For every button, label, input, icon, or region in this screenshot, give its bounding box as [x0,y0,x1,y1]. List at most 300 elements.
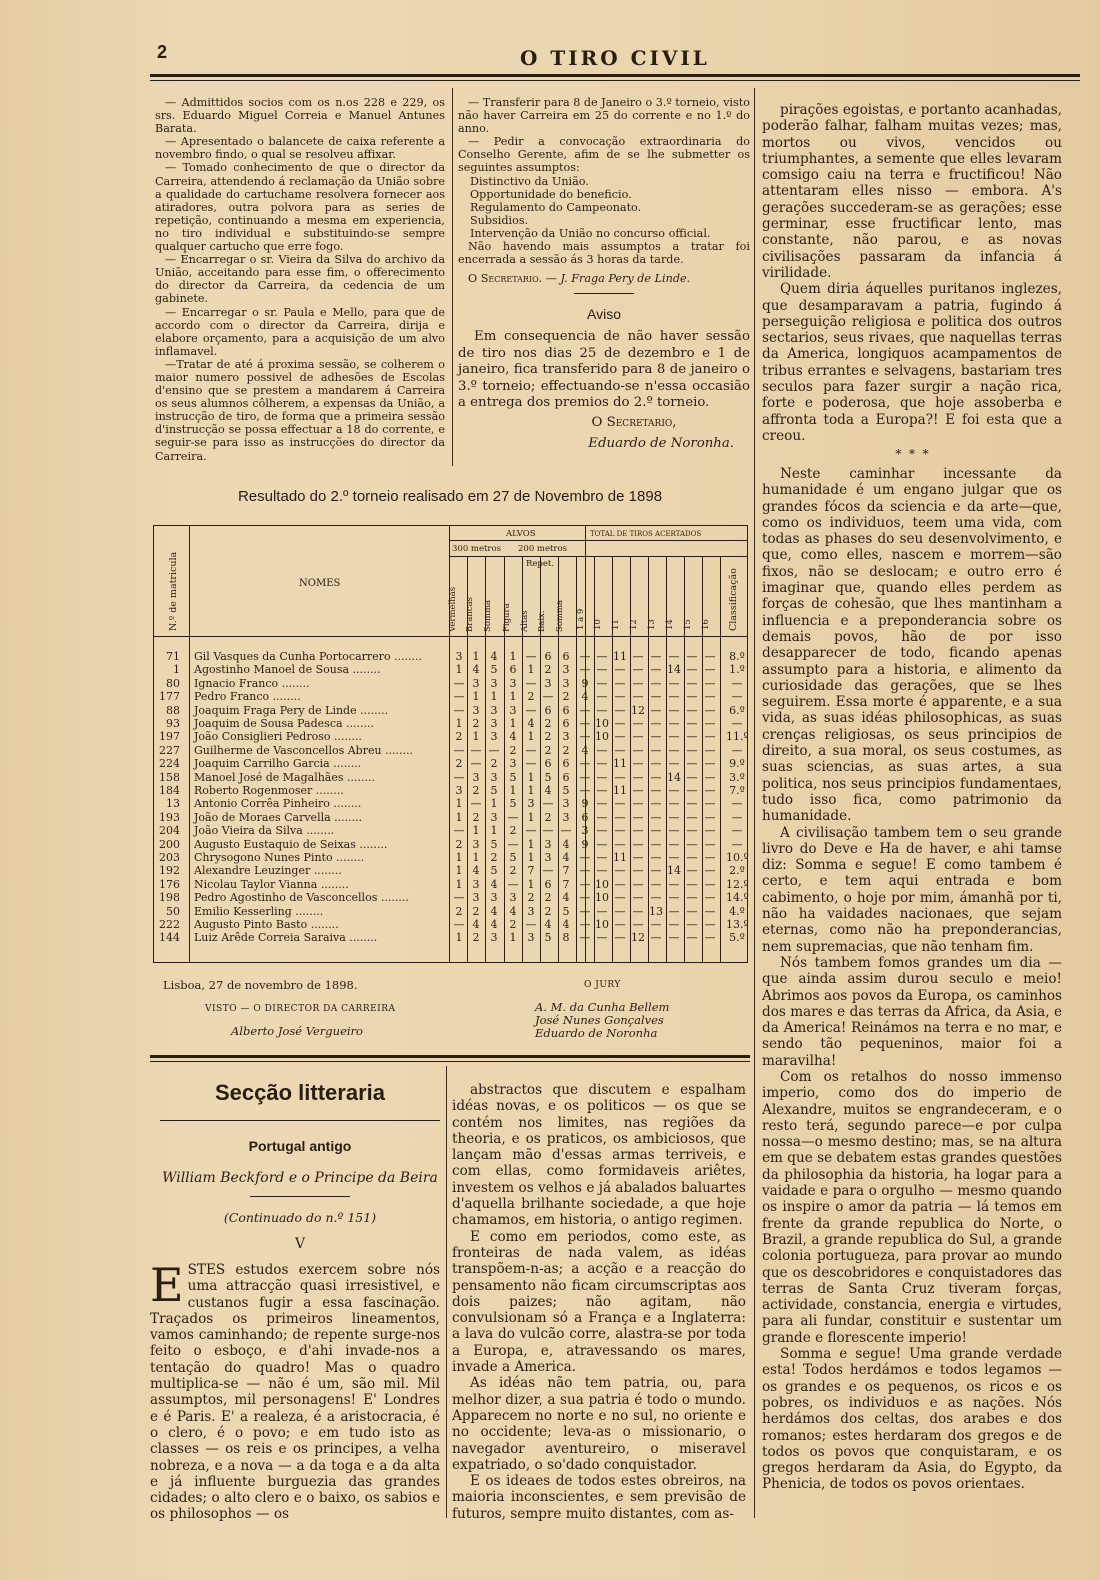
classification-cell: 6.º [729,703,745,717]
score-cell: 4 [527,717,535,730]
score-cell: 2 [544,663,552,677]
matricula-number: 13 [166,797,180,811]
classification-cell: — [731,743,743,757]
score-cell: — [686,743,698,757]
table-row [154,931,749,944]
score-cell: 10 [595,717,609,730]
score-cell: — [668,877,680,891]
score-cell: — [704,676,716,690]
score-cell: 11 [613,650,627,663]
score-cell: 1 [527,730,535,744]
score-cell: — [704,904,716,918]
header-total-col: 12 [629,619,639,630]
classification-cell: 14.º [726,891,749,905]
classification-cell: — [731,717,743,730]
closing-text: Não havendo mais assumptos a tratar foi encerrada a sessão ás 3 horas da tarde. [458,240,750,267]
score-cell: — [525,650,537,663]
drop-cap: E [150,1258,184,1312]
score-cell: — [650,717,662,730]
score-cell: — [579,650,591,663]
score-cell: 2 [455,730,463,744]
score-cell: — [614,690,626,704]
score-cell: — [686,904,698,918]
score-cell: — [614,797,626,811]
header-total-col: 1 a 9 [576,608,586,630]
score-cell: — [596,784,608,797]
score-cell: — [650,757,662,771]
score-cell: — [596,703,608,717]
score-cell: — [668,891,680,905]
score-cell: 2 [509,918,517,931]
participant-name: Augusto Pinto Basto ........ [194,918,339,931]
score-cell: — [668,717,680,730]
score-cell: 6 [562,757,570,771]
score-cell: — [668,904,680,918]
score-cell: — [596,851,608,864]
header-repet: Repet. [526,559,555,569]
page-number: 2 [157,42,168,62]
header-col: Altas [520,610,530,632]
score-cell: — [686,864,698,878]
score-cell: — [686,810,698,824]
score-cell: 6 [562,650,570,663]
score-cell: 1 [455,717,463,730]
score-cell: 3 [544,837,552,851]
score-cell: — [686,824,698,838]
score-cell: — [668,851,680,864]
header-200: 200 metros [518,544,567,554]
score-cell: — [614,824,626,838]
score-cell: 7 [562,877,570,891]
table-row [154,891,749,904]
score-cell: — [704,730,716,744]
score-cell: 1 [472,690,480,704]
score-cell: — [668,730,680,744]
matricula-number: 158 [159,770,180,784]
score-cell: 1 [527,837,535,851]
score-cell: — [686,784,698,797]
header-col: Figura [502,603,512,632]
score-cell: 3 [490,717,498,730]
top-rule [150,74,1080,77]
score-cell: 1 [509,931,517,945]
agenda-item: Intervenção da União no concurso official. [470,226,711,240]
score-cell: 10 [595,891,609,905]
score-cell: 3 [472,770,480,784]
score-cell: 2 [509,743,517,757]
score-cell: 2 [544,730,552,744]
score-cell: — [704,784,716,797]
score-cell: — [614,904,626,918]
score-cell: — [453,770,465,784]
article-title: Portugal antigo [248,1138,352,1154]
score-cell: — [579,904,591,918]
matricula-number: 222 [159,918,180,931]
top-rule-thin [150,80,1080,81]
score-cell: — [686,676,698,690]
score-cell: — [596,810,608,824]
aviso-sig-label: O Secretario, [591,415,677,431]
score-cell: — [579,891,591,905]
score-cell: — [579,770,591,784]
score-cell: — [596,824,608,838]
jury-member: A. M. da Cunha Bellem [535,1000,670,1014]
score-cell: 10 [595,730,609,744]
matricula-number: 193 [159,810,180,824]
agenda-item: Subsidios. [470,213,529,227]
score-cell: — [614,770,626,784]
score-cell: — [632,690,644,704]
section-rule-thin [150,1061,750,1062]
article-paragraph: E como em periodos, como este, as fronteiras de nada valem, as idéas transpõem-n-as; a acção e a reacção do pensamento não ficam circumscriptas aos dois paizes; não agitam, não convulsionam só a França e a Inglaterra: a lava do vulcão corre, alastra-se por toda a Europa, e, atravessando os mares, invade a America. [452,1228,746,1376]
score-cell: — [650,810,662,824]
right-column-divider [754,88,755,1518]
score-cell: — [686,770,698,784]
classification-cell: 4.º [729,904,745,918]
table-row [154,690,749,703]
section-underline [160,1120,440,1121]
participant-name: Alexandre Leuzinger ........ [194,864,342,878]
score-cell: — [704,770,716,784]
table-row [154,838,749,851]
table-row [154,757,749,770]
score-cell: 2 [472,810,480,824]
score-cell: 4 [490,877,498,891]
score-cell: — [686,891,698,905]
participant-name: Roberto Rogenmoser ........ [194,784,344,797]
score-cell: 2 [562,743,570,757]
score-cell: — [632,650,644,663]
score-cell: — [668,918,680,931]
score-cell: — [668,810,680,824]
score-cell: 10 [595,918,609,931]
score-cell: 5 [490,864,498,878]
matricula-number: 197 [159,730,180,744]
score-cell: — [650,770,662,784]
essay-column-bottom [762,466,1062,1493]
participant-name: Luiz Arêde Correia Saraiva ........ [194,931,378,945]
matricula-number: 177 [159,690,180,704]
jury-member: José Nunes Gonçalves [535,1013,664,1027]
score-cell: — [470,757,482,771]
score-cell: — [686,703,698,717]
section-stars: * * * [895,447,929,461]
score-cell: — [704,650,716,663]
score-cell: 12 [631,931,645,945]
aviso-text: Em consequencia de não haver sessão de tiro nos dias 25 de dezembro e 1 de janeiro, fica transferido para 8 de janeiro o 3.º torneio; effectuando-se n'essa occasião a entrega dos premios do 2.º torneio. [458,329,750,411]
score-cell: — [686,837,698,851]
score-cell: — [632,918,644,931]
score-cell: 3 [562,676,570,690]
essay-paragraph: Com os retalhos do nosso immenso imperio, como dos do imperio de Alexandre, muitos se engrandeceram, e o resto terá, segundo parece—e por culpa nossa—o mesmo destino; mas, se na altura em que se debatem estas grandes questões da philosophia da historia, ha logar para a vaidade e para o orgulho — mesmo quando os inspire o amor da patria — lá temos em frente da grande republica do Norte, o Brazil, a grande republica do Sul, a grande colonia portugueza, para provar ao mundo que os descobridores e conquistadores das terras de Santa Cruz tiveram forças, actividade, constancia, energia e virtudes, para ali fundar, constituir e sustentar um grande e florescente imperio! [762,1068,1062,1346]
score-cell: — [650,864,662,878]
header-matricula: N.º de matricula [168,551,179,631]
participant-name: Pedro Agostinho de Vasconcellos ........ [194,891,409,905]
score-cell: — [453,918,465,931]
matricula-number: 203 [159,851,180,864]
score-cell: 1 [455,810,463,824]
score-cell: 3 [490,931,498,945]
score-cell: — [579,784,591,797]
score-cell: 1 [472,824,480,838]
classification-cell: — [731,810,743,824]
score-cell: 2 [472,904,480,918]
score-cell: 9 [581,837,589,851]
table-place-date: Lisboa, 27 de novembro de 1898. [163,978,358,992]
column-divider [452,88,453,466]
score-cell: 4 [490,904,498,918]
table-row [154,650,749,663]
score-cell: 3 [544,851,552,864]
score-cell: — [650,676,662,690]
header-total-col: 10 [593,619,603,630]
score-cell: — [596,904,608,918]
score-cell: 9 [581,797,589,811]
results-table [153,525,748,963]
score-cell: 6 [544,877,552,891]
score-cell: — [704,824,716,838]
table-row [154,704,749,717]
table-hline [449,556,747,557]
score-cell: 4 [509,904,517,918]
table-row [154,811,749,824]
score-cell: 1 [509,784,517,797]
score-cell: 3 [509,757,517,771]
classification-cell: 9.º [729,757,745,771]
score-cell: — [668,650,680,663]
score-cell: — [632,663,644,677]
classification-cell: — [731,690,743,704]
score-cell: 3 [562,730,570,744]
score-cell: — [579,931,591,945]
header-total-col: 16 [701,619,711,630]
score-cell: — [614,743,626,757]
score-cell: 4 [562,851,570,864]
score-cell: — [542,824,554,838]
score-cell: 5 [562,784,570,797]
header-total: TOTAL DE TIROS ACERTADOS [590,530,702,538]
score-cell: 4 [490,650,498,663]
article-first-para: ESTES estudos exercem sobre nós uma attracção quasi irresistivel, e custanos fugir a essa fascinação. Traçados os primeiros lineamentos, vamos caminhando; de repente surge-nos feito o esboço, e d'ahi invade-nos a tentação do quadro! Mas o quadro multiplica-se — não é um, são mil. Mil assumptos, mil personagens! E' Londres e é Paris. E' a realeza, é a aristocracia, é o clero, é o povo; e em tudo isto as classes — os reis e os principes, a velha nobreza, e a nova — a da toga e a da alta e já influente burguezia das grandes cidades; o alto clero e o baixo, os sabios e os philosophos — os [150,1258,440,1523]
score-cell: 1 [509,690,517,704]
participant-name: Joaquim Fraga Pery de Linde ........ [194,703,389,717]
score-cell: 4 [562,837,570,851]
score-cell: — [668,676,680,690]
score-cell: — [704,743,716,757]
score-cell: 4 [562,891,570,905]
score-cell: 3 [490,730,498,744]
score-cell: — [525,743,537,757]
score-cell: — [704,931,716,945]
score-cell: 1 [472,851,480,864]
participant-name: João Vieira da Silva ........ [194,824,335,838]
score-cell: — [668,824,680,838]
score-cell: — [614,891,626,905]
score-cell: 3 [509,891,517,905]
minutes-paragraph: — Admittidos socios com os n.os 228 e 229, os srs. Eduardo Miguel Correia e Manuel Antunes Barata. [155,96,445,136]
score-cell: 2 [544,717,552,730]
score-cell: 6 [562,703,570,717]
score-cell: — [453,824,465,838]
participant-name: Nicolau Taylor Vianna ........ [194,877,349,891]
score-cell: — [704,690,716,704]
score-cell: — [614,918,626,931]
score-cell: 3 [544,676,552,690]
score-cell: — [650,663,662,677]
score-cell: — [632,824,644,838]
score-cell: 1 [490,797,498,811]
classification-cell: 11.º [726,730,749,744]
score-cell: 5 [562,904,570,918]
score-cell: 2 [472,931,480,945]
table-row [154,918,749,931]
score-cell: 1 [527,770,535,784]
minutes-paragraph: — Encarregar o sr. Vieira da Silva do archivo da União, acceitando para esse fim, o offerecimento do director da Carreira, da cedencia de um gabinete. [155,253,445,306]
score-cell: — [650,931,662,945]
score-cell: 3 [472,676,480,690]
score-cell: — [650,703,662,717]
score-cell: 6 [544,757,552,771]
score-cell: 4 [472,663,480,677]
matricula-number: 192 [159,864,180,878]
header-classificacao: Classificação [728,568,739,631]
score-cell: 2 [562,690,570,704]
essay-paragraph: Somma e segue! Uma grande verdade esta! Todos herdámos e todos legamos — os grandes e os pequenos, os ricos e os pobres, os individuos e as nações. Nós herdámos dos celtas, dos arabes e dos romanos; estes herdaram dos gregos e de todos os povos que conquistaram, e os gregos herdaram da Asia, do Egypto, da Phenicia, de todos os povos orientaes. [762,1346,1062,1493]
classification-cell: 3.º [729,770,745,784]
score-cell: 2 [472,717,480,730]
classification-cell: 13.º [726,918,749,931]
classification-cell: 1.º [729,663,745,677]
score-cell: — [632,784,644,797]
minutes-paragraph: — Pedir a convocação extraordinaria do Conselho Gerente, afim de se lhe submetter os seguintes assumptos: [458,135,750,175]
score-cell: — [632,730,644,744]
header-total-col: 13 [647,619,657,630]
score-cell: — [579,757,591,771]
table-row [154,905,749,918]
minutes-paragraph: — Apresentado o balancete de caixa referente a novembro findo, o qual se resolveu affixar. [155,135,445,162]
score-cell: 5 [490,784,498,797]
score-cell: — [542,864,554,878]
score-cell: 5 [509,770,517,784]
score-cell: 6 [544,650,552,663]
score-cell: 3 [490,891,498,905]
score-cell: — [704,810,716,824]
score-cell: 1 [490,690,498,704]
score-cell: — [632,837,644,851]
score-cell: — [632,864,644,878]
header-total-col: 14 [665,619,675,630]
score-cell: 3 [472,891,480,905]
classification-cell: — [731,837,743,851]
score-cell: 3 [527,931,535,945]
minutes-column-1 [155,96,445,463]
classification-cell: — [731,676,743,690]
score-cell: — [704,757,716,771]
score-cell: — [579,730,591,744]
matricula-number: 144 [159,931,180,945]
score-cell: — [614,864,626,878]
score-cell: 1 [527,877,535,891]
score-cell: — [668,703,680,717]
score-cell: 1 [472,730,480,744]
score-cell: — [686,877,698,891]
header-alvos: ALVOS [506,529,536,539]
score-cell: — [596,864,608,878]
score-cell: 4 [490,918,498,931]
score-cell: — [507,810,519,824]
agenda-item: Distinctivo da União. [470,174,589,188]
score-cell: — [650,891,662,905]
classification-cell: 5.º [729,931,745,945]
article-column-2 [452,1082,746,1522]
continued-note: (Continuado do n.º 151) [223,1210,377,1225]
score-cell: 7 [562,864,570,878]
score-cell: — [453,703,465,717]
essay-paragraph: A civilisação tambem tem o seu grande livro do Deve e Ha de haver, e ahi tamse diz: Somma e segue! E como tambem é certo, e tem aqui entrada e bom cabimento, o hoje por mim, ámanhã por ti, não ha vaidades nacionaes, que sejam eternas, como não ha preponderancias, nem supremacias, que não tenham fim. [762,824,1062,955]
score-cell: 5 [509,851,517,864]
score-cell: — [686,717,698,730]
jury-member: Eduardo de Noronha [535,1026,658,1040]
score-cell: — [453,891,465,905]
classification-cell: — [731,797,743,811]
score-cell: — [614,837,626,851]
score-cell: — [614,810,626,824]
score-cell: 1 [455,864,463,878]
score-cell: — [650,650,662,663]
score-cell: — [525,757,537,771]
score-cell: — [596,797,608,811]
score-cell: 6 [544,703,552,717]
essay-paragraph: Quem diria áquelles puritanos inglezes, que desamparavam a patria, fugindo á perseguição religiosa e politica dos outros sectarios, seus rivaes, que naquellas terras da America, longiquos acampamentos de tribus errantes e selvagens, bastariam tres seculos para fazer surgir a nação rica, forte e poderosa, que hoje assoberba e affronta toda a Europa?! E foi esta que a creou. [762,281,1062,444]
score-cell: 6 [562,717,570,730]
table-row [154,824,749,837]
participant-name: Gil Vasques da Cunha Portocarrero ........ [194,650,423,663]
score-cell: 1 [527,851,535,864]
score-cell: 11 [613,851,627,864]
participant-name: Augusto Eustaquio de Seixas ........ [194,837,388,851]
classification-cell: 8.º [729,650,745,663]
matricula-number: 71 [166,650,180,663]
score-cell: 3 [455,650,463,663]
score-cell: — [686,730,698,744]
score-cell: 4 [544,918,552,931]
score-cell: — [686,918,698,931]
aviso-heading: Aviso [587,306,621,323]
participant-name: João Consiglieri Pedroso ........ [194,730,362,744]
score-cell: — [596,650,608,663]
score-cell: 14 [667,770,681,784]
score-cell: — [686,650,698,663]
score-cell: — [668,797,680,811]
visto-label: VISTO — O DIRECTOR DA CARREIRA [205,1004,396,1014]
score-cell: 2 [490,851,498,864]
matricula-number: 204 [159,824,180,838]
table-hline [449,540,747,541]
score-cell: — [596,770,608,784]
score-cell: 2 [544,743,552,757]
score-cell: — [668,837,680,851]
score-cell: — [704,918,716,931]
score-cell: — [686,663,698,677]
participant-name: Guilherme de Vasconcellos Abreu ........ [194,743,414,757]
score-cell: 1 [509,650,517,663]
table-row [154,771,749,784]
score-cell: — [542,690,554,704]
table-row [154,717,749,730]
score-cell: — [596,676,608,690]
director-name: Alberto José Vergueiro [231,1024,363,1038]
score-cell: — [525,703,537,717]
